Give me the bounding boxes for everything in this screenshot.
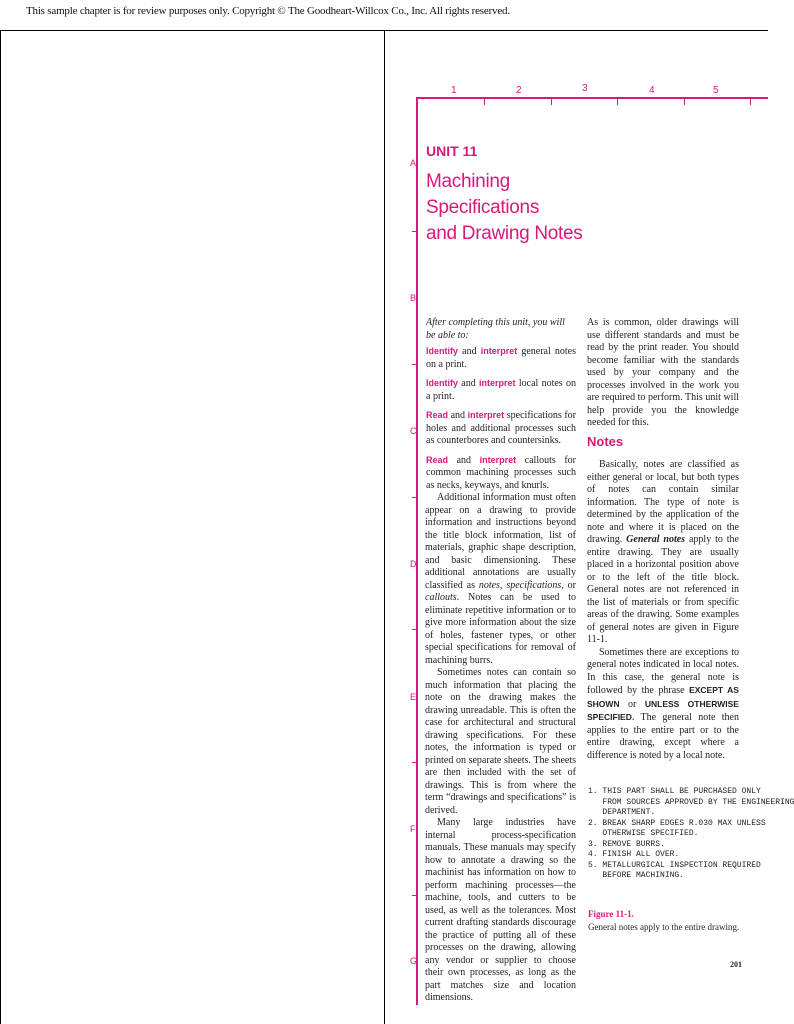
paragraph: Many large industries have internal process-specification manuals. These manuals may specify how to annotate a drawing so the machinist has information on how to perform machining processes—the machine, tools, and cutters to be used, as well as the tolerances. Most current drafting standards discourage the practice of putting all of these processes on the drawing, allowing any vendor or supplier to choose their own processes, as long as the part matches size and location dimensions.	[425, 817, 576, 1003]
body-right-intro	[587, 317, 739, 430]
page-frame-left	[0, 30, 1, 1024]
grid-tick	[412, 629, 418, 630]
figure-label: Figure 11-1.	[588, 909, 634, 919]
figure-caption	[588, 908, 758, 934]
paragraph: Basically, notes are classified as either general or local, but both types of notes can contain similar information. The type of note is determined by the application of the note and where it is placed on the drawing. General notes apply to the entire drawing. They are usually placed in a horizontal position above or to the left of the title block. General notes are not referenced in the list of materials or from specific areas of the drawing. Some examples of general notes are given in Figure 11-1.	[587, 459, 739, 645]
paragraph: Additional information must often appear on a drawing to provide information and instructions beyond the title block information, list of materials, graphic shape description, and basic dimensioning. These additional annotations are usually classified as notes, specifications, or callouts. Notes can be used to eliminate repetitive information or to give more information about the size of holes, fastener types, or other special specifications for removal of machining burrs.	[425, 492, 577, 666]
paragraph: As is common, older drawings will use different standards and must be read by the print reader. You should become familiar with the standards used by your company and the processes involved in the work you are required to perform. This unit will help provide you the knowledge needed for this.	[587, 317, 739, 428]
objective: Read and interpret callouts for common machining processes such as necks, keyways, and knurls.	[426, 454, 576, 491]
grid-tick	[484, 99, 485, 105]
body-left	[425, 492, 576, 1005]
grid-column-label: 4	[649, 85, 655, 96]
grid-tick	[750, 99, 751, 105]
grid-tick	[684, 99, 685, 105]
page-title	[426, 169, 616, 247]
grid-tick	[412, 231, 418, 232]
grid-tick	[412, 762, 418, 763]
section-heading: Notes	[587, 434, 624, 449]
grid-tick	[412, 895, 418, 896]
title-line: Machining Specifications	[426, 171, 540, 218]
paragraph: Sometimes notes can contain so much information that placing the note on the drawing makes the drawing unreadable. This is often the case for architectural and structural drawing specifications. For these notes, the information is typed or printed on separate sheets. The sheets are then included with the set of drawings. This is from where the term “drawings and specifications” is derived.	[425, 667, 576, 816]
objective: Identify and interpret local notes on a print.	[426, 378, 576, 402]
grid-tick	[412, 497, 418, 498]
objective: Read and interpret specifications for holes and additional processes such as counterbores and countersinks.	[426, 410, 576, 446]
objective: Identify and interpret general notes on a print.	[426, 346, 576, 370]
objectives	[426, 317, 576, 498]
grid-column-label: 1	[451, 85, 457, 96]
objectives-intro: After completing this unit, you will be able to:	[426, 317, 565, 341]
grid-tick	[412, 364, 418, 365]
grid-column-label: 2	[516, 85, 522, 96]
unit-label: UNIT 11	[426, 143, 478, 159]
grid-border-top	[416, 97, 768, 99]
grid-column-label: 5	[713, 85, 719, 96]
body-right	[587, 459, 739, 762]
grid-tick	[551, 99, 552, 105]
grid-row-label: B	[410, 293, 417, 303]
copyright-notice: This sample chapter is for review purposes only. Copyright © The Goodheart-Willcox Co., Inc. All rights reserved.	[26, 5, 510, 17]
paragraph: Sometimes there are exceptions to general notes indicated in local notes. In this case, the general note is followed by the phrase EXCEPT AS SHOWN or UNLESS OTHERWISE SPECIFIED. The general note then applies to the entire part or to the entire drawing, except where a difference is noted by a local note.	[587, 646, 739, 761]
grid-row-label: G	[410, 956, 418, 966]
grid-tick	[617, 99, 618, 105]
title-line: and Drawing Notes	[426, 223, 583, 244]
grid-row-label: E	[410, 692, 417, 702]
grid-row-label: A	[410, 158, 417, 168]
grid-border-left	[416, 97, 418, 1005]
grid-row-label: C	[410, 426, 417, 436]
grid-row-label: D	[410, 559, 417, 569]
page-number: 201	[730, 960, 742, 969]
page-divider	[384, 30, 385, 1024]
figure-caption-text: General notes apply to the entire drawing.	[588, 922, 740, 932]
grid-row-label: F	[410, 824, 416, 834]
figure-general-notes: 1. THIS PART SHALL BE PURCHASED ONLY FROM SOURCES APPROVED BY THE ENGINEERING DEPARTMENT. 2. BREAK SHARP EDGES R.030 MAX UNLESS OTHERWISE SPECIFIED. 3. REMOVE BURRS. 4. FINISH ALL OVER. 5. METALLURGICAL INSPECTION REQUIRED BEFORE MACHINING.	[588, 787, 794, 880]
grid-column-label: 3	[582, 83, 588, 94]
